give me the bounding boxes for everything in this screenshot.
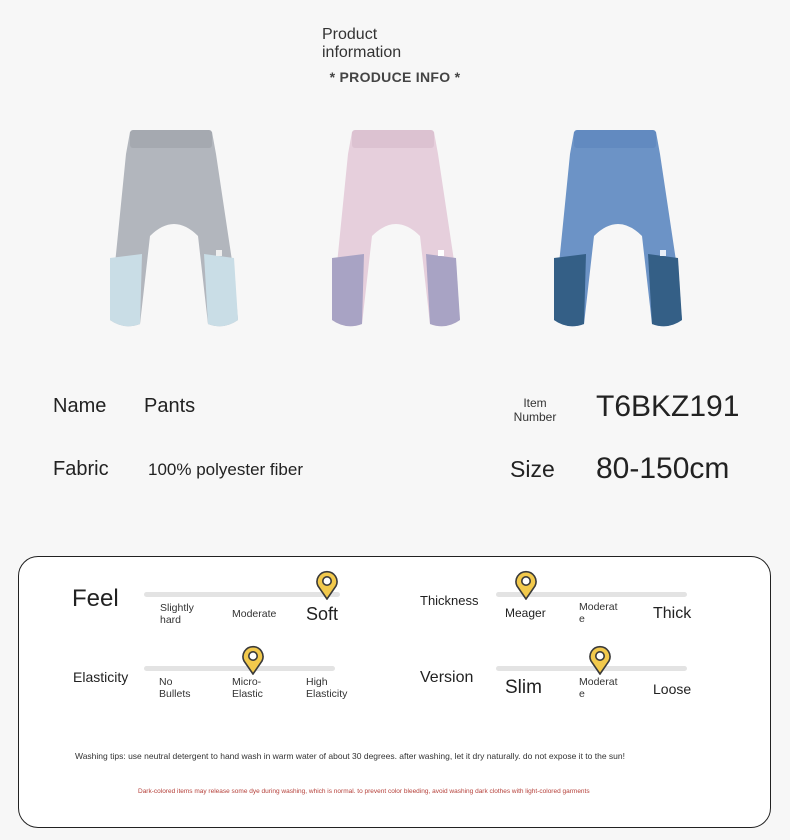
thickness-option-meager: Meager (505, 606, 546, 620)
version-option-loose: Loose (653, 681, 692, 697)
washing-warning: Dark-colored items may release some dye during washing, which is normal. to prevent color bleeding, avoid washing dark clothes with light-colored garments (138, 788, 590, 795)
page-subtitle: * PRODUCE INFO * (329, 69, 461, 85)
feel-label: Feel (72, 585, 119, 612)
feel-track (144, 592, 340, 597)
size-label: Size (510, 456, 555, 482)
thickness-location-pin-icon (513, 570, 539, 600)
feel-option-soft: Soft (306, 604, 339, 624)
washing-tips: Washing tips: use neutral detergent to hand wash in warm water of about 30 degrees. after washing, let it dry naturally. do not expose it to the sun! (75, 751, 625, 761)
name-value: Pants (144, 395, 196, 417)
version-option-moderate: Moderate (579, 676, 618, 700)
item-number-label: Item Number (513, 396, 557, 424)
feel-location-pin-icon (314, 570, 340, 600)
elasticity-location-pin-icon (240, 645, 266, 675)
elasticity-option-no-bullets: No Bullets (159, 676, 191, 700)
page-title: Product information (322, 26, 402, 61)
name-label: Name (53, 395, 107, 417)
feel-option-slightly-hard: Slightly hard (160, 602, 194, 626)
elasticity-option-micro-elastic: Micro-Elastic (232, 676, 263, 700)
elasticity-option-high-elasticity: High Elasticity (306, 676, 348, 700)
version-location-pin-icon (587, 645, 613, 675)
thickness-option-thick: Thick (653, 605, 692, 622)
pink-pants-image (326, 124, 466, 340)
fabric-value: 100% polyester fiber (148, 460, 303, 479)
gray-pants-image (104, 124, 244, 340)
size-value: 80-150cm (596, 452, 730, 485)
thickness-option-moderate: Moderate (579, 601, 618, 625)
fabric-label: Fabric (53, 458, 109, 480)
version-label: Version (420, 669, 474, 686)
elasticity-label: Elasticity (73, 669, 129, 685)
feel-option-moderate: Moderate (232, 608, 277, 620)
thickness-label: Thickness (420, 593, 479, 608)
item-number-value: T6BKZ191 (596, 390, 740, 423)
blue-pants-image (548, 124, 688, 340)
version-option-slim: Slim (505, 677, 542, 698)
